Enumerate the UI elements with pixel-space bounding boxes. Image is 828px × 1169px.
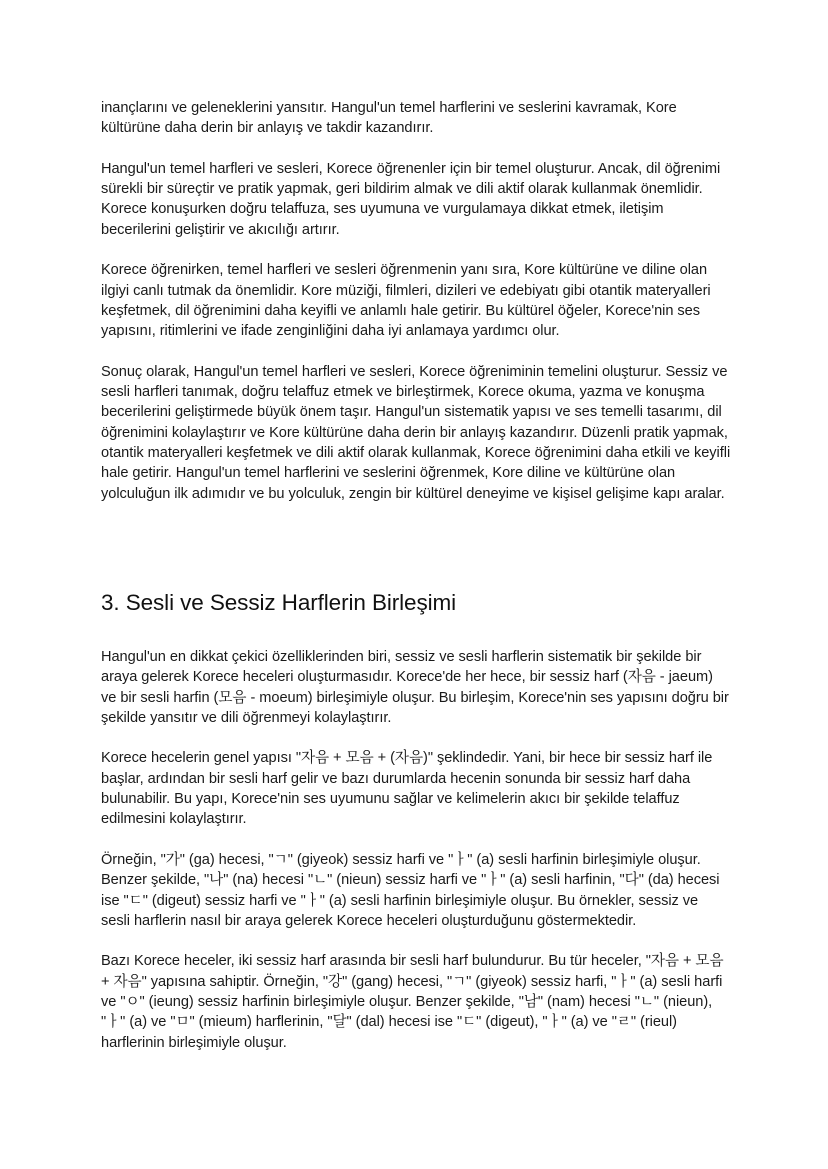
document-body-top xyxy=(101,98,731,504)
paragraph-section3-4: Bazı Korece heceler, iki sessiz harf arasında bir sesli harf bulundurur. Bu tür heceler, "자음 + 모음 + 자음" yapısına sahiptir. Örneğin, "강" (gang) hecesi, "ㄱ" (giyeok) sessiz harfi, "ㅏ" (a) sesli harfi ve "ㅇ" (ieung) sessiz harfinin birleşimiyle oluşur. Benzer şekilde, "남" (nam) hecesi "ㄴ" (nieun), "ㅏ" (a) ve "ㅁ" (mieum) harflerinin, "달" (dal) hecesi ise "ㄷ" (digeut), "ㅏ" (a) ve "ㄹ" (rieul) harflerinin birleşimiyle oluşur. xyxy=(101,953,724,1051)
paragraph-intro-3: Korece öğrenirken, temel harfleri ve sesleri öğrenmenin yanı sıra, Kore kültürüne ve diline olan ilgiyi canlı tutmak da önemlidir. Kore müziği, filmleri, dizileri ve edebiyatı gibi otantik materyalleri keşfetmek, dil öğrenimini daha keyifli ve anlamlı hale getirir. Bu kültürel öğeler, Korece'nin ses yapısını, ritimlerini ve ifade zenginliğini daha iyi anlamaya yardımcı olur. xyxy=(101,262,711,340)
paragraph-section3-2: Korece hecelerin genel yapısı "자음 + 모음 + (자음)" şeklindedir. Yani, bir hece bir sessiz harf ile başlar, ardından bir sesli harf gelir ve bazı durumlarda hecenin sonunda bir sessiz harf daha bulunabilir. Bu yapı, Korece'nin ses uyumunu sağlar ve kelimelerin akıcı bir şekilde telaffuz edilmesini kolaylaştırır. xyxy=(101,750,713,828)
paragraph-conclusion: Sonuç olarak, Hangul'un temel harfleri ve sesleri, Korece öğreniminin temelini oluşturur. Sessiz ve sesli harfleri tanımak, doğru telaffuz etmek ve birleştirmek, Korece okuma, yazma ve konuşma becerilerini geliştirmede büyük önem taşır. Hangul'un sistematik yapısı ve ses temelli tasarımı, dil öğrenimini kolaylaştırır ve Kore kültürüne daha derin bir anlayış kazandırır. Düzenli pratik yapmak, otantik materyalleri keşfetmek ve dili aktif olarak kullanmak, Korece öğrenimini daha etkili ve keyifli hale getirir. Hangul'un temel harflerini ve seslerini öğrenmek, Kore diline ve kültürüne olan yolculuğun ilk adımıdır ve bu yolculuk, zengin bir kültürel deneyime ve kişisel gelişime kapı aralar. xyxy=(101,363,731,502)
paragraph-section3-3: Örneğin, "가" (ga) hecesi, "ㄱ" (giyeok) sessiz harfi ve "ㅏ" (a) sesli harfinin birleşimiyle oluşur. Benzer şekilde, "나" (na) hecesi "ㄴ" (nieun) sessiz harfi ve "ㅏ" (a) sesli harfinin, "다" (da) hecesi ise "ㄷ" (digeut) sessiz harfi ve "ㅏ" (a) sesli harfinin birleşimiyle oluşur. Bu örnekler, sessiz ve sesli harflerin nasıl bir araya gelerek Korece heceleri oluşturduğunu göstermektedir. xyxy=(101,851,720,929)
section-3-body xyxy=(101,647,731,1073)
paragraph-section3-1: Hangul'un en dikkat çekici özelliklerinden biri, sessiz ve sesli harflerin sistematik bir şekilde bir araya gelerek Korece heceleri oluşturmasıdır. Korece'de her hece, bir sessiz harf (자음 - jaeum) ve bir sesli harfin (모음 - moeum) birleşimiyle oluşur. Bu birleşim, Korece'nin ses yapısını doğru bir şekilde yansıtır ve dili öğrenmeyi kolaylaştırır. xyxy=(101,649,729,726)
paragraph-intro-2: Hangul'un temel harfleri ve sesleri, Korece öğrenenler için bir temel oluşturur. Ancak, dil öğrenimi sürekli bir süreçtir ve pratik yapmak, geri bildirim almak ve dili aktif olarak kullanmak önemlidir. Korece konuşurken doğru telaffuza, ses uyumuna ve vurgulamaya dikkat etmek, iletişim becerilerini geliştirir ve akıcılığı artırır. xyxy=(101,160,721,238)
paragraph-intro-1: inançlarını ve geleneklerini yansıtır. Hangul'un temel harflerini ve seslerini kavramak, Kore kültürüne daha derin bir anlayış ve takdir kazandırır. xyxy=(101,100,677,137)
section-heading: 3. Sesli ve Sessiz Harflerin Birleşimi xyxy=(101,590,457,615)
